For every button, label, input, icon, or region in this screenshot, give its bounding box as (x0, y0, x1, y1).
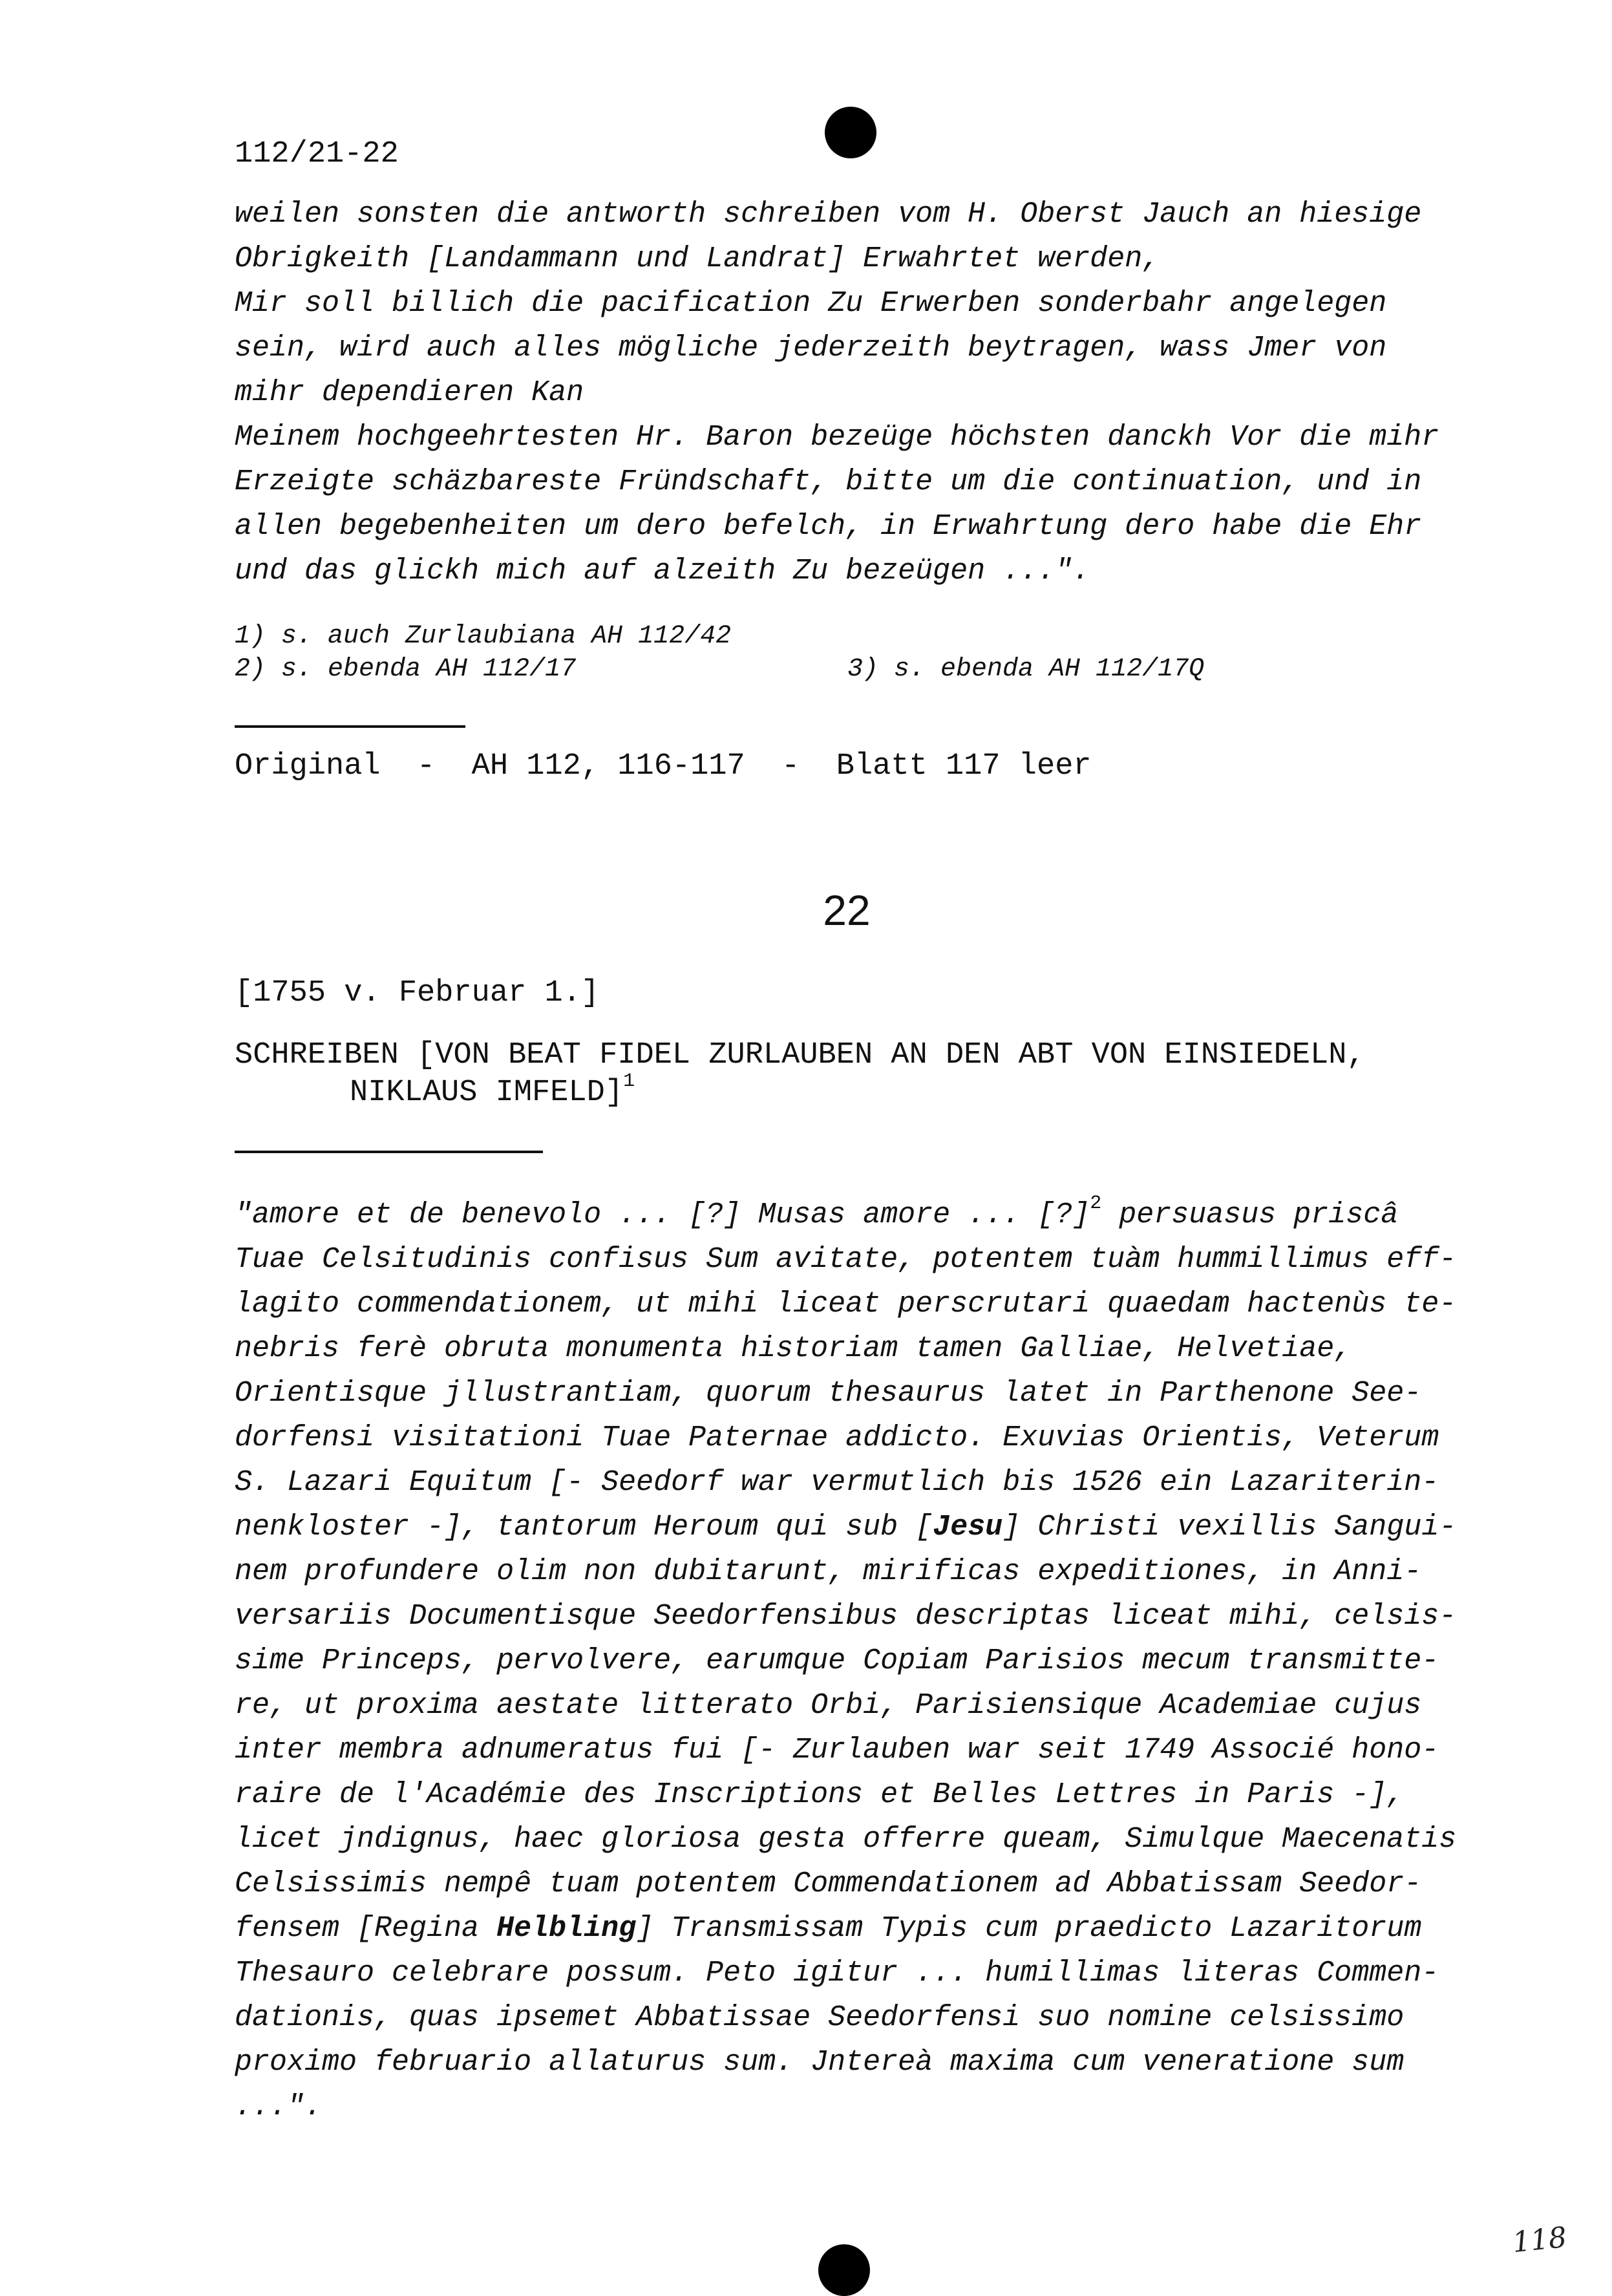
text-line: Celsissimis nempê tuam potentem Commendationem ad Abbatissam Seedor- (235, 1867, 1422, 1900)
handwritten-page-number: 118 (1511, 2220, 1569, 2260)
text-line: Mir soll billich die pacification Zu Erwerben sonderbahr angelegen (235, 287, 1387, 320)
punch-hole-top (825, 107, 876, 158)
text-line: dationis, quas ipsemet Abbatissae Seedorfensi suo nomine celsissimo (235, 2001, 1405, 2034)
text-line: proximo februario allaturus sum. Jntereà maxima cum veneratione sum (235, 2046, 1405, 2079)
text-line: Obrigkeith [Landammann und Landrat] Erwahrtet werden, (235, 242, 1160, 275)
text-line: ...". (235, 2090, 323, 2123)
text-line: mihr dependieren Kan (235, 376, 584, 409)
title-text: NIKLAUS IMFELD] (350, 1076, 624, 1110)
text-line: sime Princeps, pervolvere, earumque Copiam Parisios mecum transmitte- (235, 1644, 1439, 1677)
text-line: lagito commendationem, ut mihi liceat perscrutari quaedam hactenùs te- (235, 1288, 1457, 1321)
footnote-1: 1) s. auch Zurlaubiana AH 112/42 (235, 622, 732, 651)
text-line: Orientisque jllustrantiam, quorum thesaurus latet in Parthenone See- (235, 1377, 1422, 1410)
text-line: weilen sonsten die antworth schreiben vom H. Oberst Jauch an hiesige (235, 198, 1422, 231)
text-line: "amore et de benevolo ... [?] Musas amore ... [?]$^2$ persuasus priscâ (235, 1193, 1399, 1231)
text-line: raire de l'Académie des Inscriptions et Belles Lettres in Paris -], (235, 1778, 1405, 1811)
divider-rule (235, 1151, 543, 1153)
text-line: nem profundere olim non dubitarunt, mirificas expeditiones, in Anni- (235, 1555, 1422, 1588)
text-line: dorfensi visitationi Tuae Paternae addicto. Exuvias Orientis, Veterum (235, 1421, 1439, 1454)
text-line: nenkloster -], tantorum Heroum qui sub [Jesu] Christi vexillis Sangui- (235, 1511, 1457, 1544)
text-line: Erzeigte schäzbareste Fründschaft, bitte um die continuation, und in (235, 465, 1422, 498)
text-line: licet jndignus, haec gloriosa gesta offerre queam, Simulque Maecenatis (235, 1823, 1457, 1856)
text-line: re, ut proxima aestate litterato Orbi, Parisiensique Academiae cujus (235, 1689, 1422, 1722)
footnote-ref: 2 (1090, 1193, 1102, 1215)
text-line: inter membra adnumeratus fui [- Zurlauben war seit 1749 Associé hono- (235, 1734, 1439, 1767)
text-line: sein, wird auch alles mögliche jederzeith beytragen, wass Jmer von (235, 332, 1387, 365)
document-title-line-2 (350, 1070, 635, 1110)
document-number: 22 (823, 886, 871, 934)
footnote-ref: 1 (623, 1070, 635, 1092)
divider-rule (235, 725, 465, 728)
punch-hole-bottom (818, 2244, 870, 2296)
original-source-note: Original - AH 112, 116-117 - Blatt 117 leer (235, 749, 1092, 783)
document-date: [1755 v. Februar 1.] (235, 976, 600, 1010)
text-line: Meinem hochgeehrtesten Hr. Baron bezeüge höchsten danckh Vor die mihr (235, 421, 1439, 454)
footnote-2: 2) s. ebenda AH 112/17 (235, 655, 577, 684)
text-line: nebris ferè obruta monumenta historiam tamen Galliae, Helvetiae, (235, 1332, 1352, 1365)
text-line: allen begebenheiten um dero befelch, in Erwahrtung dero habe die Ehr (235, 510, 1422, 543)
header-reference: 112/21-22 (235, 137, 399, 171)
text-line: fensem [Regina Helbling] Transmissam Typis cum praedicto Lazaritorum (235, 1912, 1422, 1945)
text-line: und das glickh mich auf alzeith Zu bezeügen ...". (235, 555, 1090, 588)
document-title-line-1: SCHREIBEN [VON BEAT FIDEL ZURLAUBEN AN DEN ABT VON EINSIEDELN, (235, 1038, 1365, 1072)
text-line: Thesauro celebrare possum. Peto igitur ... humillimas literas Commen- (235, 1957, 1439, 1990)
footnote-3: 3) s. ebenda AH 112/17Q (847, 655, 1205, 684)
text-line: Tuae Celsitudinis confisus Sum avitate, potentem tuàm hummillimus eff- (235, 1243, 1457, 1276)
text-line: versariis Documentisque Seedorfensibus descriptas liceat mihi, celsis- (235, 1600, 1457, 1633)
text-line: S. Lazari Equitum [- Seedorf war vermutlich bis 1526 ein Lazariterin- (235, 1466, 1439, 1499)
